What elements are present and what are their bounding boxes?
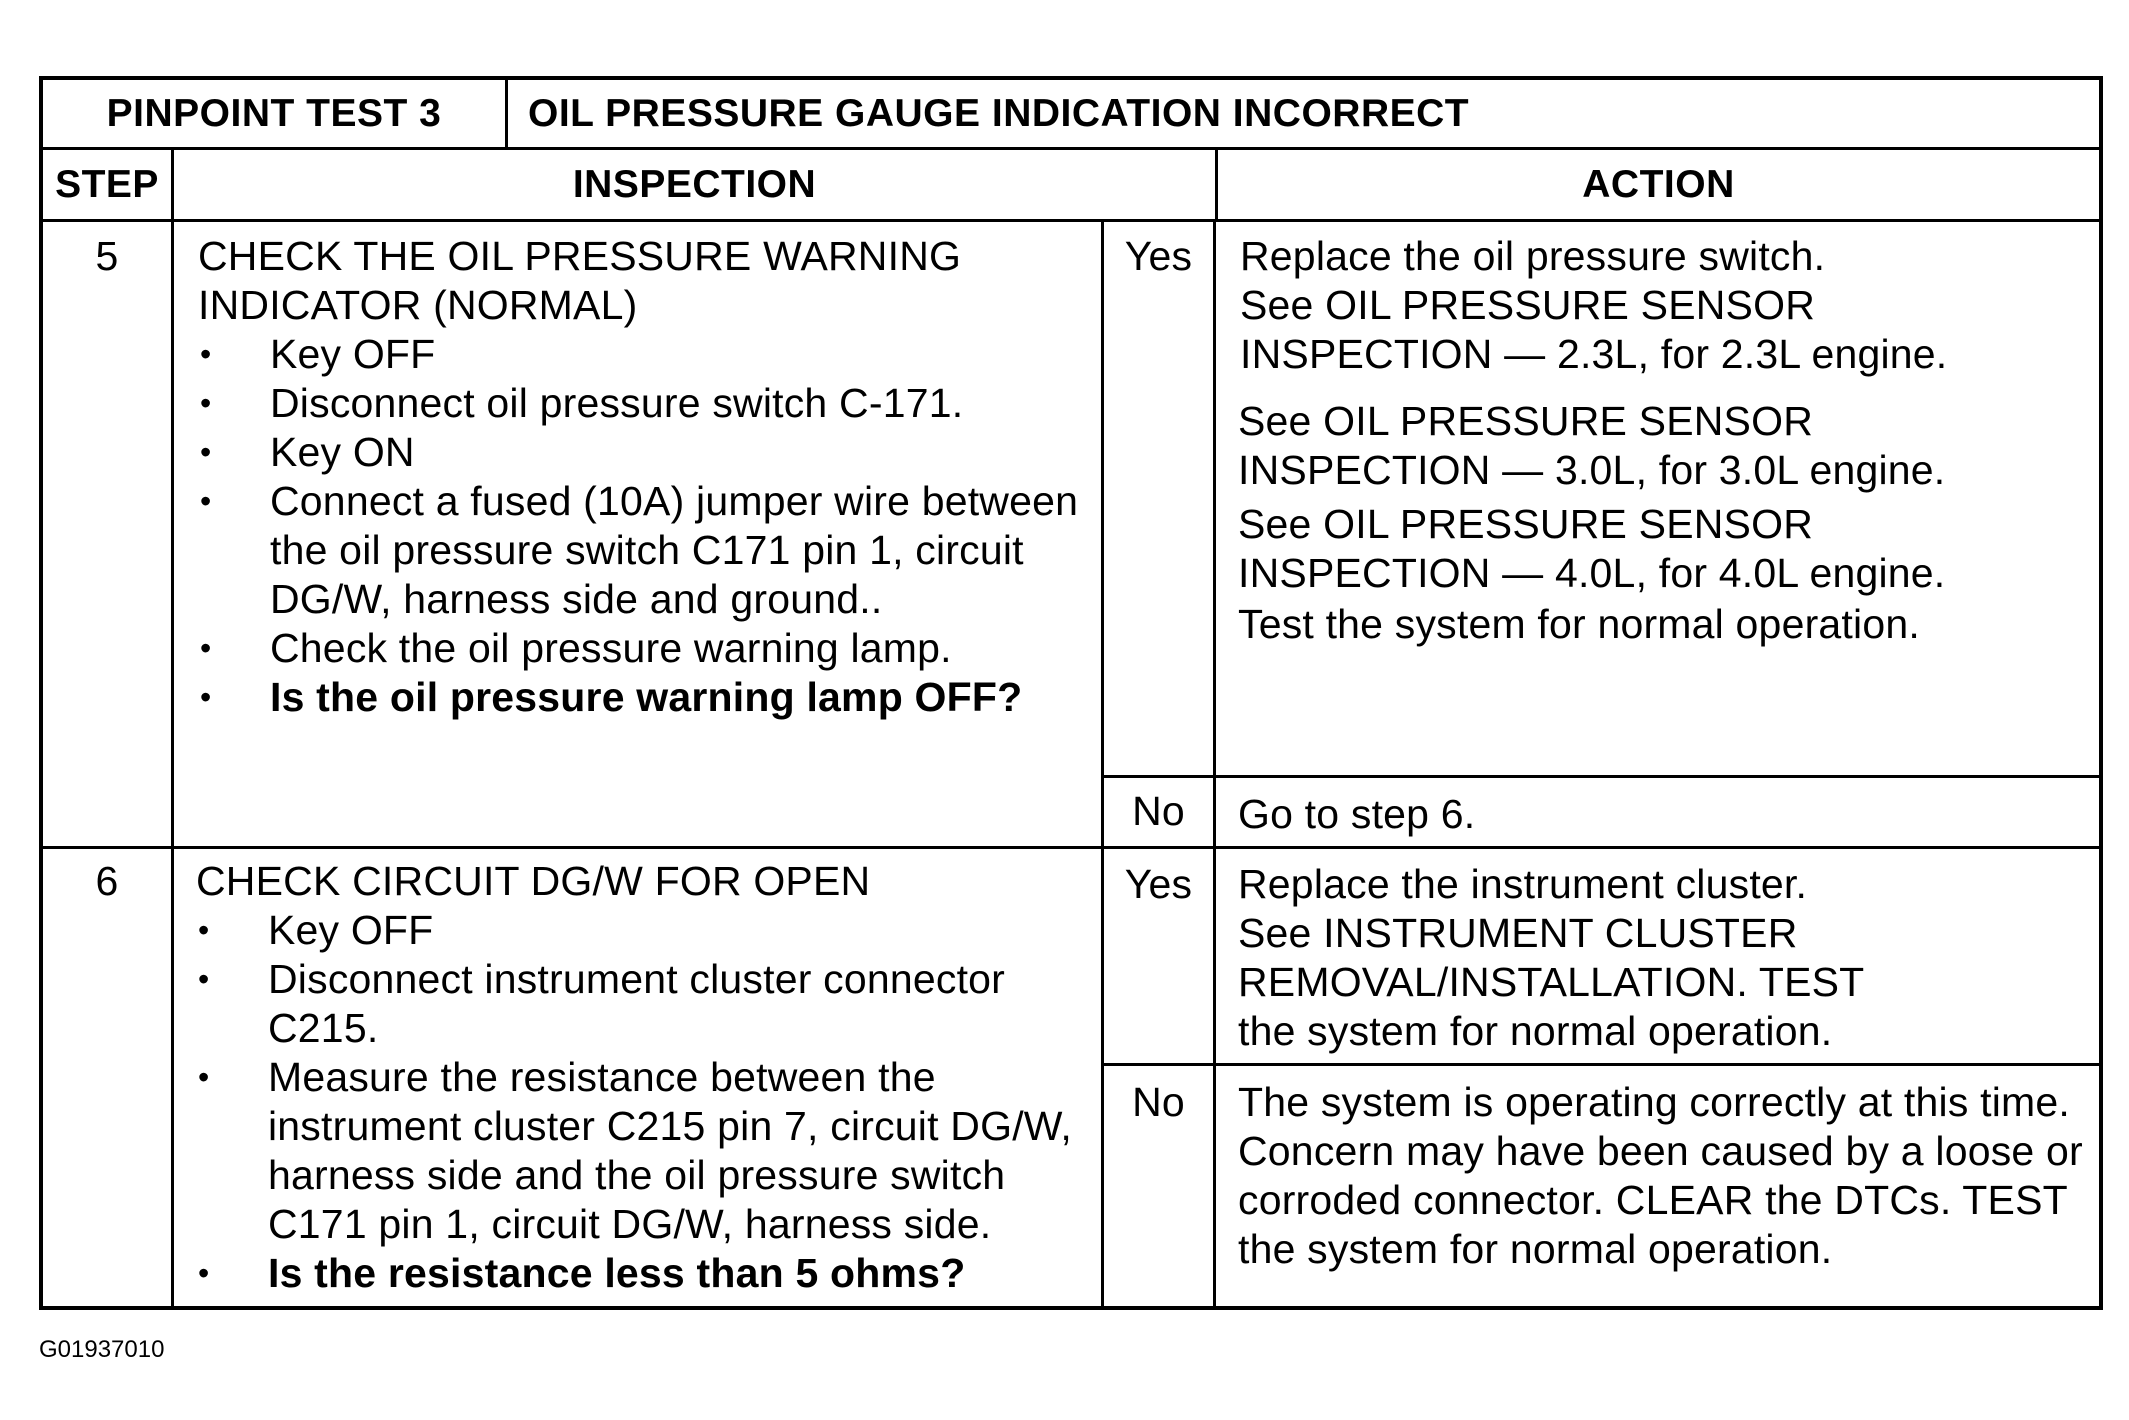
bullet-marker: • [200, 336, 212, 372]
bullet-marker: • [198, 1059, 210, 1095]
inspection-bullet-text: Key OFF [270, 331, 436, 377]
step-number: 5 [95, 233, 119, 279]
bullet-marker: • [200, 630, 212, 666]
rule-between-steps [39, 846, 2103, 849]
table-border-bottom [39, 1306, 2103, 1310]
inspection-bullet-text: Measure the resistance between the [268, 1054, 936, 1100]
inspection-bullet-text: the oil pressure switch C171 pin 1, circuit [270, 527, 1024, 573]
bullet-marker: • [198, 961, 210, 997]
column-header-action: ACTION [1582, 163, 1735, 206]
action-text-line: INSPECTION — 3.0L, for 3.0L engine. [1238, 447, 1946, 493]
inspection-bullet-text: Disconnect oil pressure switch C-171. [270, 380, 964, 426]
action-text-line: See OIL PRESSURE SENSOR [1238, 398, 1813, 444]
rule-step-column [171, 147, 174, 1310]
yes-label: Yes [1124, 233, 1193, 279]
rule-title-divider [505, 76, 508, 150]
test-label: PINPOINT TEST 3 [106, 92, 442, 135]
action-text-line: corroded connector. CLEAR the DTCs. TEST [1238, 1177, 2068, 1223]
inspection-bullet-text: Check the oil pressure warning lamp. [270, 625, 952, 671]
inspection-bullet-text: instrument cluster C215 pin 7, circuit DG/W, [268, 1103, 1073, 1149]
action-text-line: REMOVAL/INSTALLATION. TEST [1238, 959, 1865, 1005]
inspection-title-line: CHECK THE OIL PRESSURE WARNING [198, 233, 962, 279]
test-title: OIL PRESSURE GAUGE INDICATION INCORRECT [528, 92, 1470, 135]
action-text-line: Replace the instrument cluster. [1238, 861, 1808, 907]
bullet-marker: • [198, 1255, 210, 1291]
action-text-line: INSPECTION — 2.3L, for 2.3L engine. [1240, 331, 1948, 377]
action-text-line: the system for normal operation. [1238, 1226, 1833, 1272]
rule-step6-no [1101, 1063, 2103, 1066]
inspection-question: Is the oil pressure warning lamp OFF? [270, 674, 1023, 720]
action-text-line: Test the system for normal operation. [1238, 601, 1920, 647]
rule-yesno-column [1101, 219, 1104, 1310]
rule-step5-no [1101, 775, 2103, 778]
no-label: No [1132, 1079, 1185, 1125]
inspection-bullet-text: Connect a fused (10A) jumper wire between [270, 478, 1079, 524]
inspection-bullet-text: DG/W, harness side and ground.. [270, 576, 883, 622]
bullet-marker: • [198, 912, 210, 948]
bullet-marker: • [200, 434, 212, 470]
action-text-line: the system for normal operation. [1238, 1008, 1833, 1054]
bullet-marker: • [200, 679, 212, 715]
action-text-line: See OIL PRESSURE SENSOR [1238, 501, 1813, 547]
action-text-line: INSPECTION — 4.0L, for 4.0L engine. [1238, 550, 1946, 596]
action-text-line: Replace the oil pressure switch. [1240, 233, 1826, 279]
column-header-step: STEP [55, 163, 159, 206]
no-label: No [1132, 788, 1185, 834]
rule-below-headers [39, 219, 2103, 222]
inspection-title-line: INDICATOR (NORMAL) [198, 282, 638, 328]
table-border-right [2099, 76, 2103, 1310]
yes-label: Yes [1124, 861, 1193, 907]
step-number: 6 [95, 858, 119, 904]
figure-id: G01937010 [39, 1336, 165, 1363]
inspection-bullet-text: Key ON [270, 429, 415, 475]
inspection-question: Is the resistance less than 5 ohms? [268, 1250, 966, 1296]
inspection-bullet-text: Key OFF [268, 907, 434, 953]
action-text-line: Go to step 6. [1238, 791, 1476, 837]
action-text-line: See INSTRUMENT CLUSTER [1238, 910, 1798, 956]
bullet-marker: • [200, 385, 212, 421]
inspection-title-line: CHECK CIRCUIT DG/W FOR OPEN [196, 858, 871, 904]
inspection-bullet-text: Disconnect instrument cluster connector [268, 956, 1006, 1002]
inspection-bullet-text: C215. [268, 1005, 379, 1051]
column-header-inspection: INSPECTION [572, 163, 817, 206]
action-text-line: The system is operating correctly at this time. [1238, 1079, 2070, 1125]
action-text-line: See OIL PRESSURE SENSOR [1240, 282, 1815, 328]
table-border-top [39, 76, 2103, 80]
bullet-marker: • [200, 483, 212, 519]
action-text-line: Concern may have been caused by a loose or [1238, 1128, 2083, 1174]
rule-below-title [39, 147, 2103, 150]
rule-action-column [1213, 219, 1216, 1310]
inspection-bullet-text: harness side and the oil pressure switch [268, 1152, 1006, 1198]
inspection-bullet-text: C171 pin 1, circuit DG/W, harness side. [268, 1201, 992, 1247]
